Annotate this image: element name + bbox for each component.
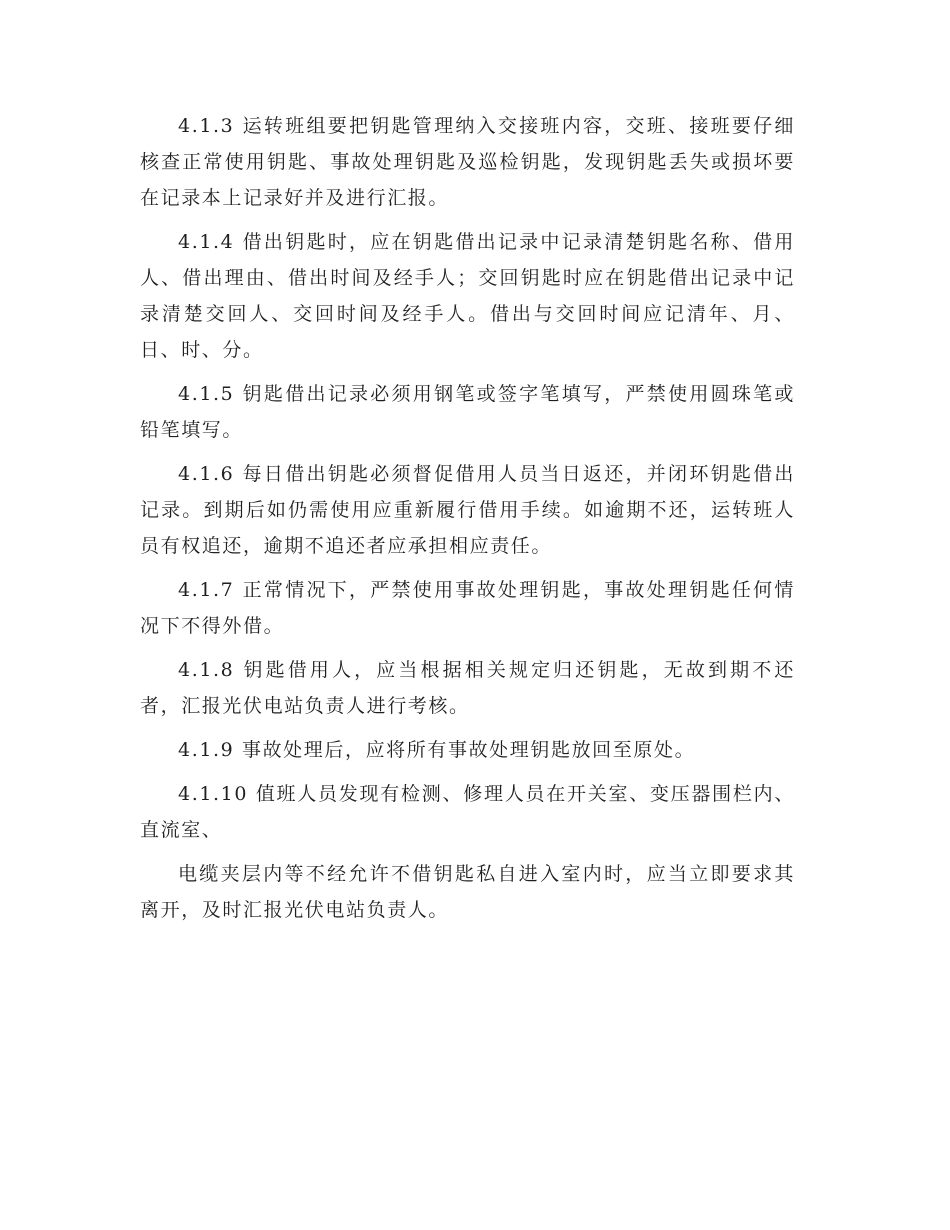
paragraph-4-1-10: 4.1.10 值班人员发现有检测、修理人员在开关室、变压器围栏内、直流室、	[140, 783, 795, 841]
paragraph-4-1-6: 4.1.6 每日借出钥匙必须督促借用人员当日返还，并闭环钥匙借出记录。到期后如仍需使用应重新履行借用手续。如逾期不还，运转班人员有权追还，逾期不追还者应承担相应责任。	[140, 463, 795, 557]
paragraph-4-1-5: 4.1.5 钥匙借出记录必须用钢笔或签字笔填写，严禁使用圆珠笔或铅笔填写。	[140, 383, 795, 441]
paragraph-4-1-10-continued: 电缆夹层内等不经允许不借钥匙私自进入室内时，应当立即要求其离开，及时汇报光伏电站负责人。	[140, 863, 795, 921]
paragraph-4-1-3: 4.1.3 运转班组要把钥匙管理纳入交接班内容，交班、接班要仔细核查正常使用钥匙、事故处理钥匙及巡检钥匙，发现钥匙丢失或损坏要在记录本上记录好并及进行汇报。	[140, 115, 795, 209]
paragraph-4-1-9: 4.1.9 事故处理后，应将所有事故处理钥匙放回至原处。	[178, 739, 696, 761]
document-body	[140, 108, 795, 936]
paragraph-4-1-4: 4.1.4 借出钥匙时，应在钥匙借出记录中记录清楚钥匙名称、借用人、借出理由、借出时间及经手人；交回钥匙时应在钥匙借出记录中记录清楚交回人、交回时间及经手人。借出与交回时间应记清年、月、日、时、分。	[140, 231, 795, 361]
paragraph-4-1-7: 4.1.7 正常情况下，严禁使用事故处理钥匙，事故处理钥匙任何情况下不得外借。	[140, 579, 795, 637]
paragraph-4-1-8: 4.1.8 钥匙借用人，应当根据相关规定归还钥匙，无故到期不还者，汇报光伏电站负责人进行考核。	[140, 659, 795, 717]
